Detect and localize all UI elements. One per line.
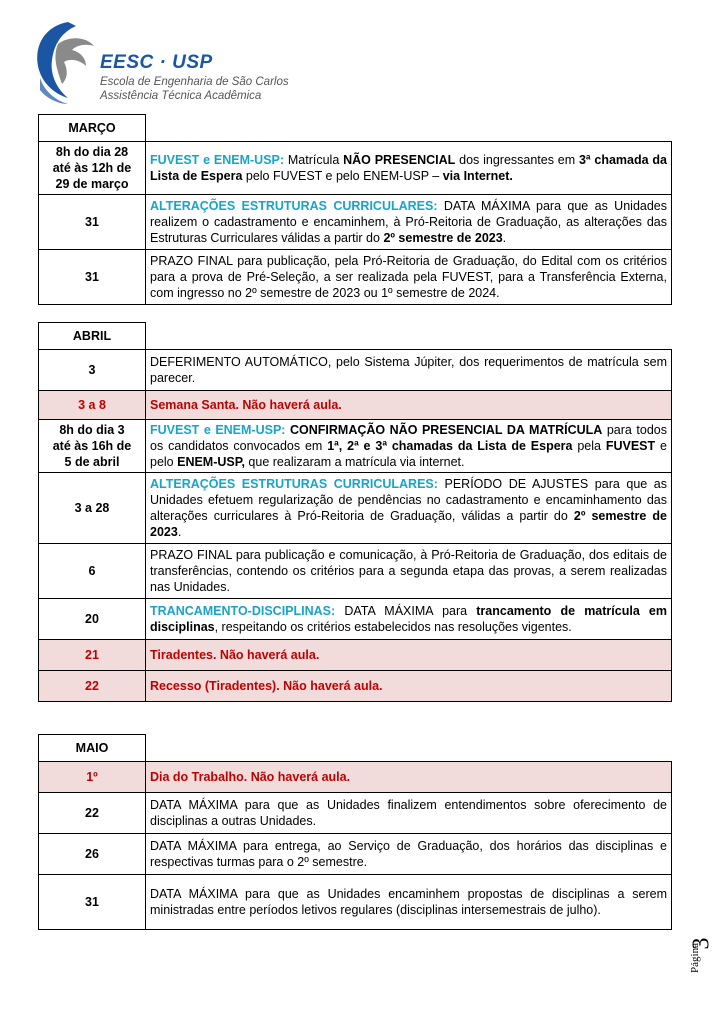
table-row-holiday: [39, 671, 672, 702]
page-number-value: 3: [688, 937, 715, 950]
month-label: ABRIL: [39, 323, 146, 350]
logo-title: EESC · USP: [100, 52, 213, 73]
table-row-holiday: [39, 762, 672, 793]
table-row: [39, 250, 672, 305]
date-cell: 8h do dia 28 até às 12h de 29 de março: [39, 142, 146, 195]
header: [28, 14, 328, 109]
date-cell: 31: [39, 250, 146, 305]
date-cell: 26: [39, 834, 146, 875]
date-cell: 3 a 8: [39, 391, 146, 420]
table-row: [39, 350, 672, 391]
table-row: [39, 473, 672, 544]
date-cell: 20: [39, 599, 146, 640]
event-cell: DATA MÁXIMA para que as Unidades encaminhem propostas de disciplinas a serem ministradas entre períodos letivos regulares (disciplinas intersemestrais de julho).: [146, 875, 672, 930]
date-cell: 3: [39, 350, 146, 391]
date-cell: 6: [39, 544, 146, 599]
event-cell: ALTERAÇÕES ESTRUTURAS CURRICULARES: DATA MÁXIMA para que as Unidades realizem o cadastramento e encaminhem, à Pró-Reitoria de Graduação, as alterações das Estruturas Curriculares válidas a partir do 2º semestre de 2023.: [146, 195, 672, 250]
date-cell: 3 a 28: [39, 473, 146, 544]
table-row-holiday: [39, 640, 672, 671]
table-row-holiday: [39, 391, 672, 420]
date-cell: 22: [39, 793, 146, 834]
event-cell: TRANCAMENTO-DISCIPLINAS: DATA MÁXIMA para trancamento de matrícula em disciplinas, respeitando os critérios estabelecidos nas resoluções vigentes.: [146, 599, 672, 640]
event-cell: DATA MÁXIMA para que as Unidades finalizem entendimentos sobre oferecimento de disciplinas a outras Unidades.: [146, 793, 672, 834]
event-cell: Tiradentes. Não haverá aula.: [146, 640, 672, 671]
table-row: [39, 834, 672, 875]
event-cell: PRAZO FINAL para publicação e comunicação, à Pró-Reitoria de Graduação, dos editais de transferências, contendo os critérios para a segunda etapa das provas, a serem realizadas nas Unidades.: [146, 544, 672, 599]
date-cell: 21: [39, 640, 146, 671]
eesc-logo-icon: [28, 14, 103, 109]
table-row: [39, 142, 672, 195]
event-cell: DEFERIMENTO AUTOMÁTICO, pelo Sistema Júpiter, dos requerimentos de matrícula sem parecer.: [146, 350, 672, 391]
page-number-label: Página: [688, 943, 701, 973]
event-cell: FUVEST e ENEM-USP: Matrícula NÃO PRESENCIAL dos ingressantes em 3ª chamada da Lista de Espera pelo FUVEST e pelo ENEM-USP – via Internet.: [146, 142, 672, 195]
header-subtitle-institution: Escola de Engenharia de São Carlos: [100, 76, 289, 88]
month-label: MARÇO: [39, 115, 146, 142]
table-abril: [38, 322, 672, 702]
event-cell: DATA MÁXIMA para entrega, ao Serviço de Graduação, dos horários das disciplinas e respectivas turmas para o 2º semestre.: [146, 834, 672, 875]
date-cell: 31: [39, 195, 146, 250]
table-row: [39, 420, 672, 473]
table-row: [39, 793, 672, 834]
header-subtitle-department: Assistência Técnica Acadêmica: [100, 90, 262, 102]
event-cell: Dia do Trabalho. Não haverá aula.: [146, 762, 672, 793]
table-row: [39, 599, 672, 640]
event-cell: Recesso (Tiradentes). Não haverá aula.: [146, 671, 672, 702]
date-cell: 22: [39, 671, 146, 702]
table-row: [39, 544, 672, 599]
table-marco: [38, 114, 672, 305]
table-row: [39, 195, 672, 250]
table-maio: [38, 734, 672, 930]
date-cell: 8h do dia 3 até às 16h de 5 de abril: [39, 420, 146, 473]
event-cell: ALTERAÇÕES ESTRUTURAS CURRICULARES: PERÍODO DE AJUSTES para que as Unidades efetuem regularização de pendências no cadastramento e encaminhamento das alterações curriculares à Pró-Reitoria de Graduação, válidas a partir do 2º semestre de 2023.: [146, 473, 672, 544]
date-cell: 1º: [39, 762, 146, 793]
date-cell: 31: [39, 875, 146, 930]
table-row: [39, 875, 672, 930]
event-cell: Semana Santa. Não haverá aula.: [146, 391, 672, 420]
month-label: MAIO: [39, 735, 146, 762]
event-cell: PRAZO FINAL para publicação, pela Pró-Reitoria de Graduação, do Edital com os critérios para a prova de Pré-Seleção, a ser realizada pela FUVEST, para a Transferência Externa, com ingresso no 2º semestre de 2023 ou 1º semestre de 2024.: [146, 250, 672, 305]
event-cell: FUVEST e ENEM-USP: CONFIRMAÇÃO NÃO PRESENCIAL DA MATRÍCULA para todos os candidatos convocados em 1ª, 2ª e 3ª chamadas da Lista de Espera pela FUVEST e pelo ENEM-USP, que realizaram a matrícula via internet.: [146, 420, 672, 473]
page-number: [690, 930, 720, 990]
